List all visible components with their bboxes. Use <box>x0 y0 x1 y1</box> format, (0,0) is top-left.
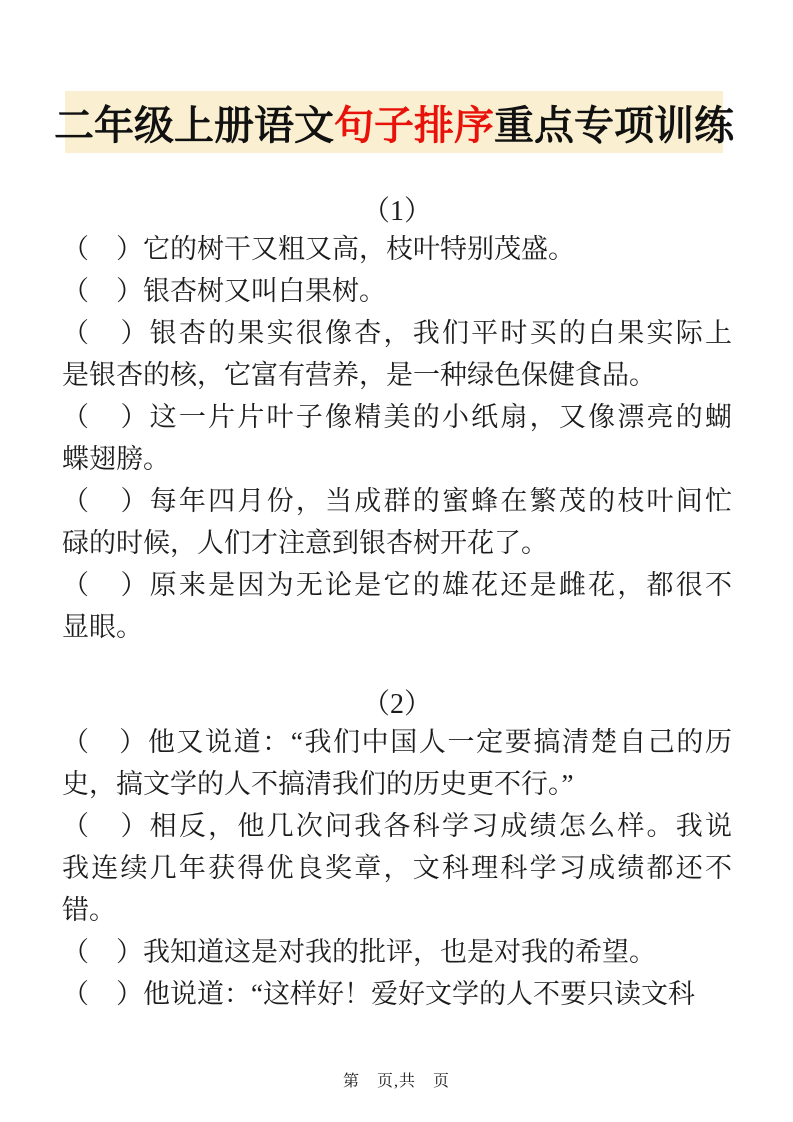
title-highlight: 句子排序 <box>334 103 494 148</box>
sentence-item <box>62 270 732 312</box>
sections-container <box>62 196 732 1015</box>
sentence-line: （ ）我知道这是对我的批评，也是对我的希望。 <box>62 937 656 967</box>
sentence-item <box>62 721 732 805</box>
section-heading: （1） <box>361 196 432 227</box>
sentence-line: 蝶翅膀。 <box>62 444 170 474</box>
sentence-line: （ ）他又说道：“我们中国人一定要搞清楚自己的历 <box>62 727 732 757</box>
sentence-line: （ ）这一片片叶子像精美的小纸扇，又像漂亮的蝴 <box>62 402 732 432</box>
sentence-item <box>62 312 732 396</box>
sentence-item <box>62 480 732 564</box>
sentence-item <box>62 931 732 973</box>
sentence-line: （ ）他说道：“这样好！爱好文学的人不要只读文科 <box>62 979 695 1009</box>
title-banner <box>54 91 734 153</box>
sentence-line: 错。 <box>62 895 116 925</box>
title-suffix: 重点专项训练 <box>494 103 734 148</box>
sentence-line: 我连续几年获得优良奖章，文科理科学习成绩都还不 <box>62 853 732 883</box>
sentence-line: 史，搞文学的人不搞清我们的历史更不行。” <box>62 769 574 799</box>
sentence-line: 碌的时候，人们才注意到银杏树开花了。 <box>62 528 548 558</box>
page-footer: 第 页,共 页 <box>342 1073 450 1090</box>
sentence-line: （ ）相反，他几次问我各科学习成绩怎么样。我说 <box>62 811 732 841</box>
sentence-item <box>62 396 732 480</box>
sentence-item <box>62 805 732 931</box>
sentence-item <box>62 973 732 1015</box>
sentence-line: （ ）银杏树又叫白果树。 <box>62 276 386 306</box>
sentence-line: （ ）银杏的果实很像杏，我们平时买的白果实际上 <box>62 318 732 348</box>
title-prefix: 二年级上册语文 <box>54 103 334 148</box>
sentence-line: （ ）它的树干又粗又高，枝叶特别茂盛。 <box>62 234 575 264</box>
section-heading: （2） <box>361 689 432 720</box>
sentence-line: 是银杏的核，它富有营养，是一种绿色保健食品。 <box>62 360 656 390</box>
sentence-line: 显眼。 <box>62 612 143 642</box>
sentence-line: （ ）每年四月份，当成群的蜜蜂在繁茂的枝叶间忙 <box>62 486 732 516</box>
sentence-line: （ ）原来是因为无论是它的雄花还是雌花，都很不 <box>62 570 732 600</box>
sentence-item <box>62 564 732 648</box>
sentence-item <box>62 228 732 270</box>
